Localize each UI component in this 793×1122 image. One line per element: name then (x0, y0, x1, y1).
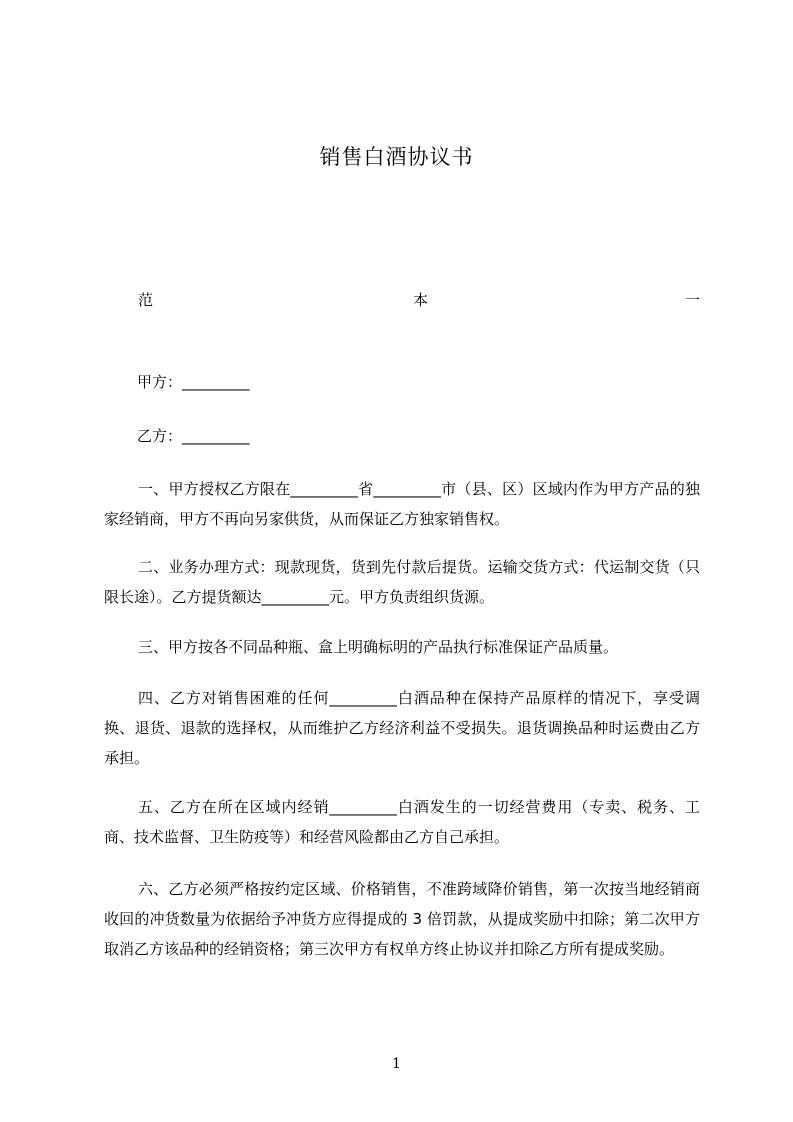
clause-5: 五、乙方在所在区域内经销_________白酒发生的一切经营费用（专卖、税务、工商、技术监督、卫生防疫等）和经营风险都由乙方自己承担。 (104, 798, 700, 846)
sample-char-3: 一 (684, 291, 700, 309)
sample-char-1: 范 (138, 291, 154, 309)
party-a-label: 甲方： (137, 373, 183, 391)
clause-3: 三、甲方按各不同品种瓶、盒上明确标明的产品执行标准保证产品质量。 (138, 638, 619, 656)
party-b-blank: _________ (182, 427, 250, 445)
document-title: 销售白酒协议书 (319, 145, 474, 169)
sample-heading (104, 288, 700, 312)
page-number: 1 (392, 1056, 401, 1072)
clause-4: 四、乙方对销售困难的任何_________白酒品种在保持产品原样的情况下，享受调换、退货、退款的选择权，从而维护乙方经济利益不受损失。退货调换品种时运费由乙方承担。 (104, 689, 700, 767)
party-a-line (137, 370, 250, 394)
party-b-line (137, 424, 250, 448)
party-a-blank: _________ (182, 373, 250, 391)
clause-1: 一、甲方授权乙方限在_________省_________市（县、区）区域内作为甲方产品的独家经销商，甲方不再向另家供货，从而保证乙方独家销售权。 (104, 480, 700, 528)
sample-char-2: 本 (413, 291, 429, 309)
party-b-label: 乙方： (137, 427, 183, 445)
clause-2: 二、业务办理方式：现款现货，货到先付款后提货。运输交货方式：代运制交货（只限长途）。乙方提货额达_________元。甲方负责组织货源。 (104, 558, 700, 606)
clause-6: 六、乙方必须严格按约定区域、价格销售，不准跨域降价销售，第一次按当地经销商收回的冲货数量为依据给予冲货方应得提成的 3 倍罚款，从提成奖励中扣除；第二次甲方取消乙方该品种的经销资格；第三次甲方有权单方终止协议并扣除乙方所有提成奖励。 (104, 880, 700, 958)
